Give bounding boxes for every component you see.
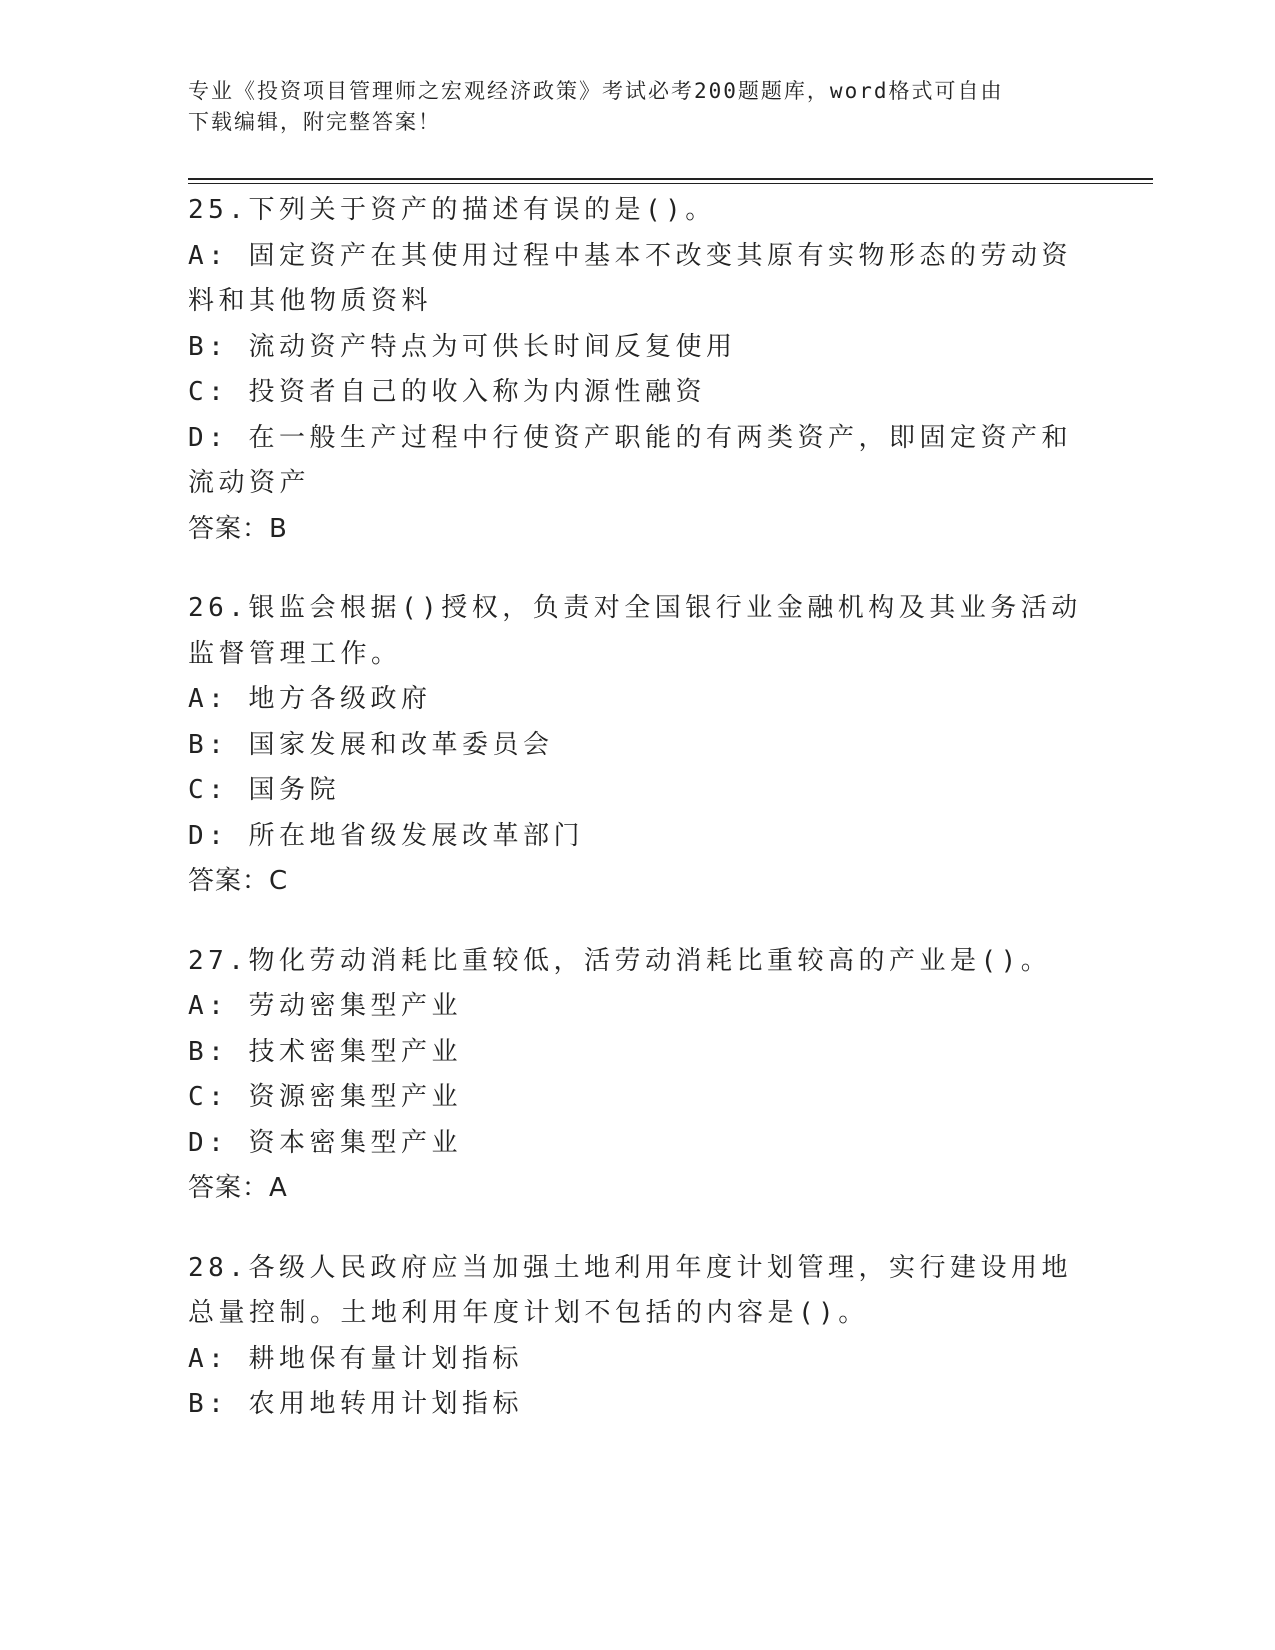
- option-c: C: 国务院: [188, 775, 340, 805]
- option-a: A: 耕地保有量计划指标: [188, 1343, 523, 1374]
- option-d: D: 在一般生产过程中行使资产职能的有两类资产，即固定资产和流动资产: [188, 422, 1072, 498]
- option-a: A: 地方各级政府: [188, 684, 432, 714]
- option-a: A: 固定资产在其使用过程中基本不改变其原有实物形态的劳动资料和其他物质资料: [188, 240, 1072, 316]
- answer: 答案：C: [188, 866, 289, 896]
- option-c: C: 资源密集型产业: [188, 1082, 462, 1112]
- question-list: [188, 188, 1088, 1462]
- question-stem: 27.物化劳动消耗比重较低，活劳动消耗比重较高的产业是()。: [188, 945, 1052, 976]
- document-header: [188, 76, 1068, 138]
- header-line-2: 下载编辑，附完整答案！: [188, 110, 441, 134]
- option-b: B: 技术密集型产业: [188, 1036, 462, 1067]
- option-d: D: 所在地省级发展改革部门: [188, 820, 584, 851]
- header-divider-thin: [188, 183, 1153, 184]
- option-b: B: 农用地转用计划指标: [188, 1389, 523, 1419]
- option-a: A: 劳动密集型产业: [188, 991, 462, 1021]
- question-stem: 25.下列关于资产的描述有误的是()。: [188, 195, 716, 225]
- question-stem: 28.各级人民政府应当加强土地利用年度计划管理，实行建设用地总量控制。土地利用年度计划不包括的内容是()。: [188, 1252, 1072, 1328]
- header-divider-thick: [188, 178, 1153, 180]
- question-27: [188, 939, 1088, 1212]
- question-25: [188, 188, 1088, 552]
- option-b: B: 流动资产特点为可供长时间反复使用: [188, 331, 737, 362]
- answer: 答案：A: [188, 1173, 288, 1203]
- question-stem: 26.银监会根据()授权，负责对全国银行业金融机构及其业务活动监督管理工作。: [188, 593, 1082, 669]
- header-line-1: 专业《投资项目管理师之宏观经济政策》考试必考200题题库，word格式可自由: [188, 79, 1004, 103]
- option-d: D: 资本密集型产业: [188, 1127, 462, 1158]
- answer: 答案：B: [188, 513, 288, 544]
- option-b: B: 国家发展和改革委员会: [188, 729, 554, 760]
- question-28: [188, 1246, 1088, 1428]
- option-c: C: 投资者自己的收入称为内源性融资: [188, 377, 706, 407]
- question-26: [188, 586, 1088, 905]
